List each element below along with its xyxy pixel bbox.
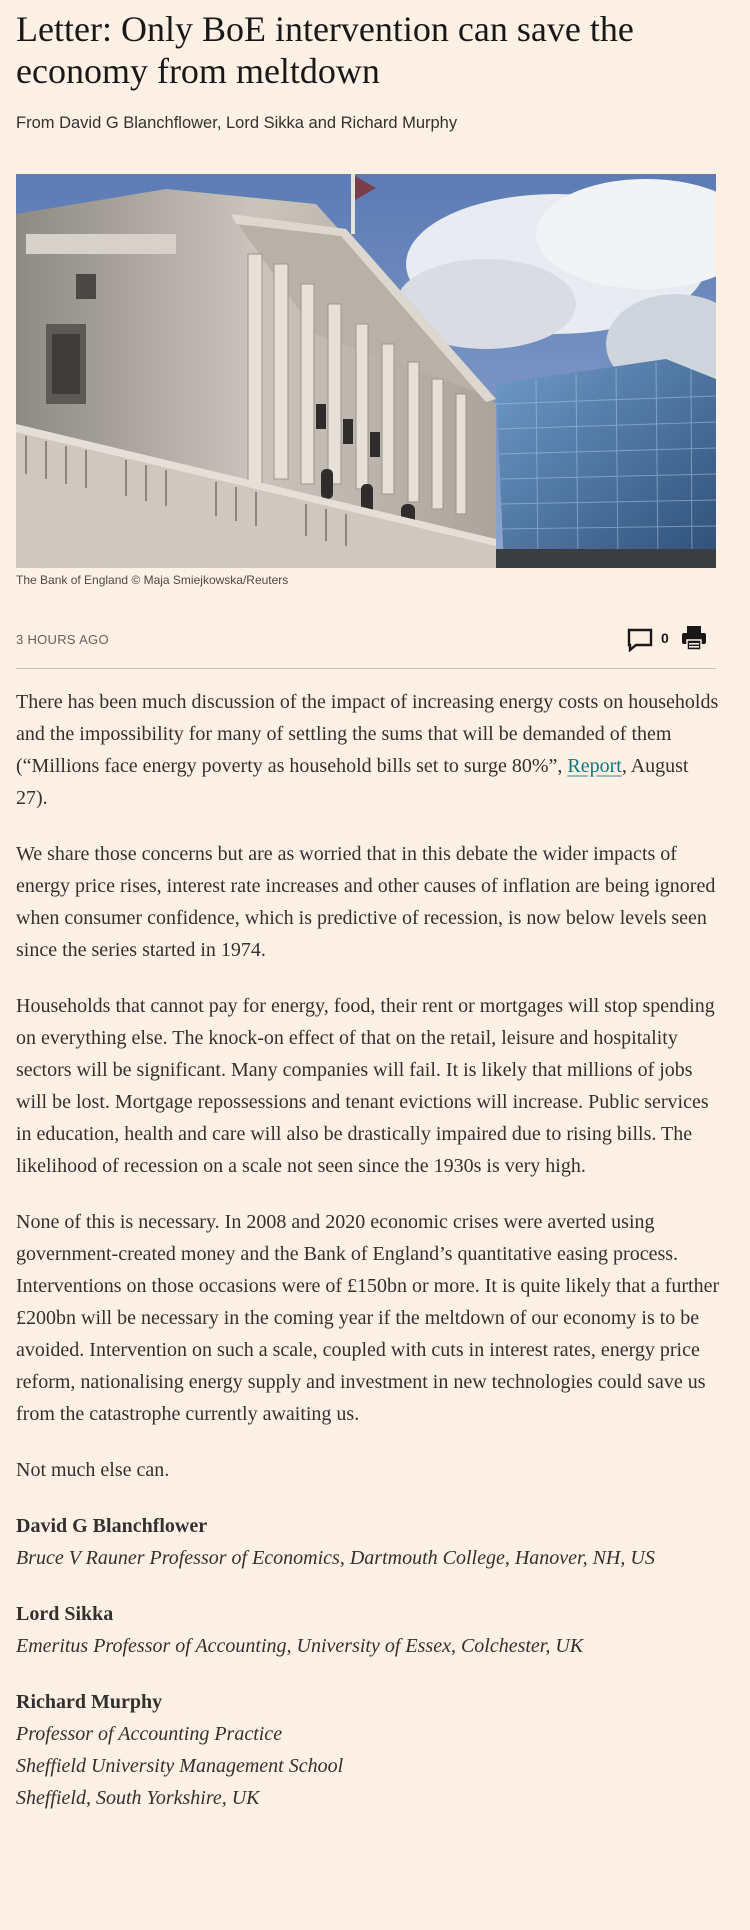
signatory-affiliation: Bruce V Rauner Professor of Economics, Dartmouth College, Hanover, NH, US [16, 1547, 655, 1569]
print-button[interactable] [680, 624, 708, 652]
body-paragraph-3: Households that cannot pay for energy, food, their rent or mortgages will stop spending on everything else. The knock-on effect of that on the retail, leisure and hospitality sectors will be significant. Many companies will fail. It is likely that millions of jobs will be lost. Mortgage repossessions and tenant evictions will increase. Public services in education, health and care will also be drastically impaired due to rising bills. The likelihood of recession on a scale not seen since the 1930s is very high. [16, 995, 715, 1177]
article-standfirst: From David G Blanchflower, Lord Sikka and Richard Murphy [16, 114, 458, 132]
signatory-name: Lord Sikka [16, 1603, 114, 1625]
article-body [16, 686, 721, 1838]
signatory [16, 1686, 721, 1814]
signatory-affiliation: Sheffield University Management School [16, 1755, 344, 1777]
body-paragraph-2: We share those concerns but are as worried that in this debate the wider impacts of energy price rises, interest rate increases and other causes of inflation are being ignored when consumer confidence, which is predictive of recession, is now below levels seen since the series started in 1974. [16, 843, 716, 961]
signatory-affiliation: Professor of Accounting Practice [16, 1723, 283, 1745]
printer-icon [680, 624, 708, 652]
report-link[interactable]: Report [567, 755, 622, 777]
article-timestamp: 3 HOURS AGO [16, 632, 109, 647]
comment-count: 0 [661, 630, 669, 646]
signatory-name: Richard Murphy [16, 1691, 163, 1713]
signatory-affiliation: Sheffield, South Yorkshire, UK [16, 1787, 260, 1809]
article-meta-row [16, 624, 716, 654]
divider [16, 668, 716, 669]
speech-bubble-icon [627, 628, 653, 652]
signatory [16, 1510, 721, 1574]
body-paragraph-1 [16, 686, 721, 814]
signatory-affiliation: Emeritus Professor of Accounting, University of Essex, Colchester, UK [16, 1635, 584, 1657]
article-main-image [16, 174, 716, 568]
paragraph-text: There has been much discussion of the impact of increasing energy costs on households and the impossibility for many of settling the sums that will be demanded of them (“Millions face energy poverty as household bills set to surge 80%”, [16, 691, 719, 777]
image-caption: The Bank of England © Maja Smiejkowska/Reuters [16, 573, 289, 587]
article-headline: Letter: Only BoE intervention can save the economy from meltdown [16, 9, 634, 91]
bank-of-england-photo [16, 174, 716, 568]
signatory-name: David G Blanchflower [16, 1515, 208, 1537]
body-paragraph-5: Not much else can. [16, 1459, 170, 1481]
paragraph-text: , August 27). [16, 755, 689, 809]
body-paragraph-4: None of this is necessary. In 2008 and 2020 economic crises were averted using government-created money and the Bank of England’s quantitative easing process. Interventions on those occasions were of £150bn or more. It is quite likely that a further £200bn will be necessary in the coming year if the meltdown of our economy is to be avoided. Intervention on such a scale, coupled with cuts in interest rates, energy price reform, nationalising energy supply and investment in new technologies could save us from the catastrophe currently awaiting us. [16, 1211, 720, 1425]
comments-button[interactable] [627, 626, 681, 652]
signatory [16, 1598, 721, 1662]
